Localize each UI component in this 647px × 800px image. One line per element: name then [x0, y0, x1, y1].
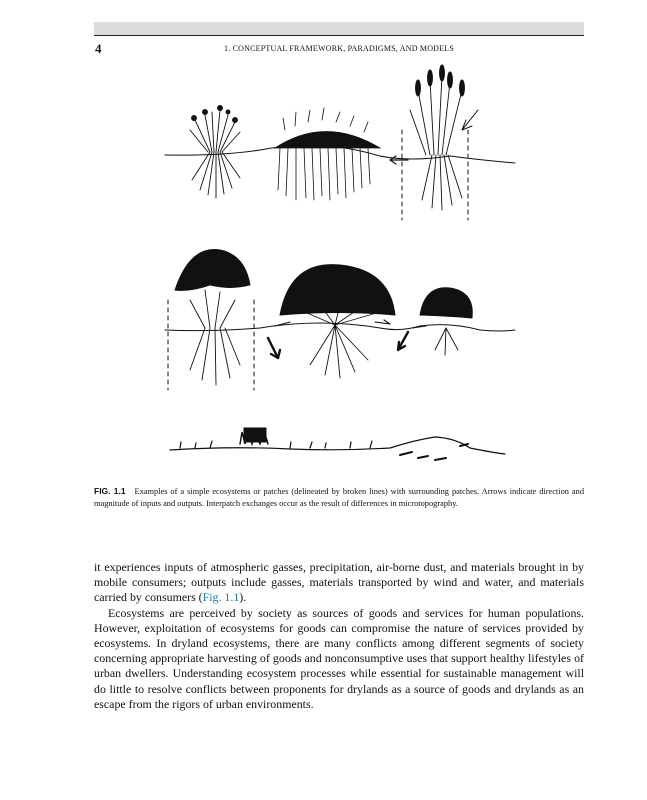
panel-shrubs — [165, 250, 515, 391]
panel-grasses — [165, 65, 515, 220]
paragraph-2: Ecosystems are perceived by society as sources of goods and services for human populations. However, exploitation of ecosystems for goods can compromise the nature of services provided by ecosystems. In dryland ecosystems, there are many conflicts among different segments of society concerning appropriate harvesting of goods and nonconsumptive uses that support healthy lifestyles of urban dwellers. Understanding ecosystem processes while essential for sustainable management will do little to resolve conflicts between proponents for drylands as a source of goods and drylands as an escape from the rigors of urban environments. — [94, 605, 584, 711]
body-text — [94, 560, 584, 712]
panel-landscape — [170, 428, 505, 460]
header-bar — [94, 22, 584, 35]
paragraph-1 — [94, 560, 584, 606]
grass-mat-center — [275, 108, 380, 200]
grass-tuft-left — [190, 106, 240, 199]
figure-caption-text: Examples of a simple ecosystems or patches (delineated by broken lines) with surrounding patches. Arrows indicate direction and magnitude of inputs and outputs. Interpatch exchanges occur as the result of differences in microtopography. — [94, 487, 585, 508]
figure-reference-link[interactable]: Fig. 1.1 — [202, 590, 240, 605]
arrow-runoff-right — [398, 332, 408, 350]
header-rule — [94, 35, 584, 36]
arrow-input-diagonal — [462, 110, 478, 130]
shrub-right — [420, 288, 472, 355]
page-number: 4 — [95, 41, 102, 56]
figure-illustration — [150, 60, 530, 480]
reed-clump-right — [410, 65, 465, 210]
figure-caption — [94, 486, 584, 509]
figure-label: FIG. 1.1 — [94, 486, 126, 496]
patch-boundary — [402, 130, 468, 220]
running-head: 1. CONCEPTUAL FRAMEWORK, PARADIGMS, AND MODELS — [224, 44, 454, 53]
shrub-left — [175, 250, 250, 386]
paragraph-1-text: it experiences inputs of atmospheric gasses, precipitation, air-borne dust, and materials brought in by mobile consumers; outputs include gasses, materials transported by wind and water, and materials carried by consumers ( — [94, 560, 584, 605]
arrow-interpatch — [390, 156, 408, 164]
shrub-center — [280, 265, 395, 378]
arrow-runoff-left — [268, 338, 280, 358]
paragraph-1-end: ). — [239, 590, 247, 605]
patch-boundary-2 — [168, 300, 254, 390]
